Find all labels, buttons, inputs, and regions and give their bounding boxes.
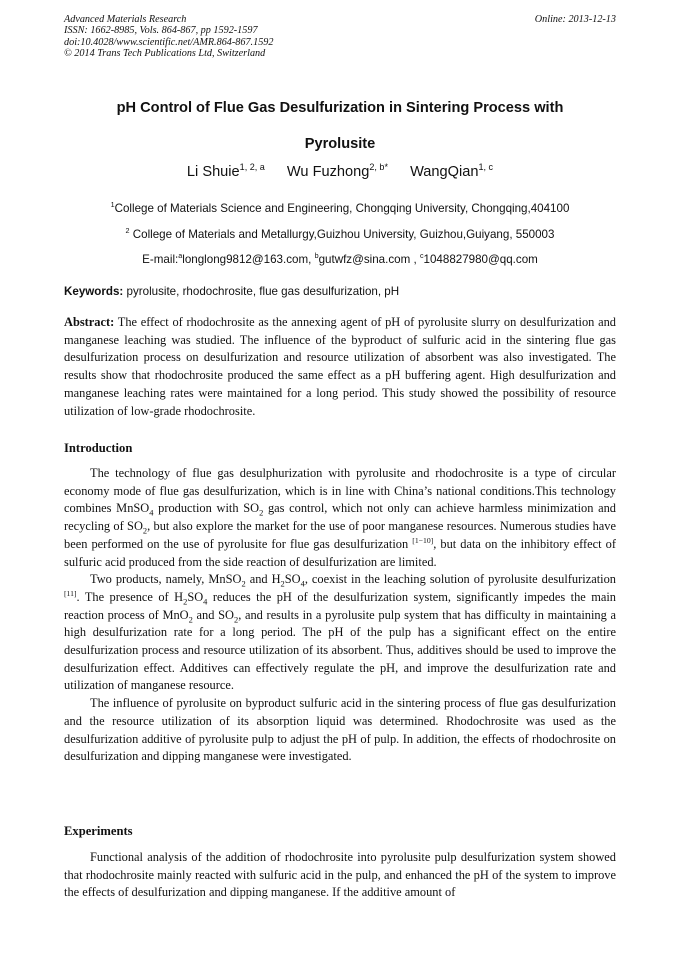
author [187,164,265,180]
journal-name: Advanced Materials Research [64,14,187,25]
author-superscript: 1, 2, a [239,162,265,173]
paper-title-line-2: Pyrolusite [304,136,376,152]
email-a-superscript: a [178,251,183,261]
text-run: SO [187,589,204,604]
keywords [64,285,616,298]
introduction-heading: Introduction [64,441,133,455]
text-run: production with SO [153,501,260,516]
text-run: , coexist in the leaching solution of pyrolusite desulfurization [304,572,616,587]
author-list [64,164,616,180]
paragraph: The influence of pyrolusite on byproduct sulfuric acid in the sintering process of flue gas desulfurization and the resource utilization of its absorption liquid was determined. Rhodochrosite was used as the desulfurization additive of pyrolusite pulp to adjust the pH of pulp. In addition, the effects of rhodochrosite on desulfurization and dipping manganese were investigated. [64,696,616,764]
author [410,164,493,180]
author-superscript: 1, c [478,162,494,173]
journal-copyright: © 2014 Trans Tech Publications Ltd, Switzerland [64,47,266,59]
text-run: , but data on the inhibitory effect of sulfuric acid produced from the side reaction of desulfurization are limited. [64,536,616,569]
author-name: WangQian [410,164,479,180]
paper-title-line-1: pH Control of Flue Gas Desulfurization in Sintering Process with [116,100,564,116]
subscript: 4 [300,578,305,589]
email-c-superscript: c [419,251,424,261]
email-label: E-mail: [142,253,179,266]
affiliation-1-text: College of Materials Science and Engineering, Chongqing University, Chongqing,404100 [114,202,570,215]
affiliation-2-text: College of Materials and Metallurgy,Guizhou University, Guizhou,Guiyang, 550003 [132,228,555,241]
subscript: 2 [188,614,193,625]
abstract-label: Abstract: [64,315,115,329]
citation: [1−10] [412,535,434,545]
affiliation-1-superscript: 1 [110,200,115,210]
journal-issn: ISSN: 1662-8985, Vols. 864-867, pp 1592-1597 [64,25,258,37]
subscript: 2 [259,507,264,518]
paper-title [64,90,616,162]
email-b: gutwfz@sina.com , [318,253,417,266]
subscript: 2 [233,614,239,625]
text-run: SO [284,572,301,587]
affiliation-1 [64,202,616,215]
experiments-body [64,849,616,902]
paragraph [64,571,616,695]
subscript: 4 [203,596,208,607]
keywords-text: pyrolusite, rhodochrosite, flue gas desulfurization, pH [126,285,400,298]
abstract [64,314,616,420]
affiliation-2-superscript: 2 [125,226,130,236]
text-run: , but also explore the market for the use of poor manganese resources. Numerous studies have been performed on the use of pyrolusite for flue gas desulfurization [64,519,616,551]
subscript: 2 [241,578,246,589]
experiments-heading: Experiments [64,824,133,838]
author-name: Wu Fuzhong [286,164,370,180]
email-c: 1048827980@qq.com [423,253,538,266]
abstract-text: The effect of rhodochrosite as the annexing agent of pH of pyrolusite slurry on desulfurization and manganese leaching was studied. The influence of the byproduct of sulfuric acid in the sintering flue gas desulfurization process on desulfurization and resource utilization of absorbent was also investigated. The results show that rhodochrosite produced the same effect as a pH buffering agent. High desulfurization and manganese leaching rates were maintained for a long period. This study showed the possibility of resource utilization of low-grade rhodochrosite. [64,315,616,418]
paragraph [64,465,616,571]
introduction-body [64,465,616,766]
text-run: reduces the pH of the desulfurization system, significantly impedes the main reaction process of MnO [64,589,616,622]
keywords-label: Keywords: [64,285,124,298]
subscript: 2 [142,525,148,536]
text-run: gas control, which not only can achieve harmless minimization and recycling of SO [64,501,617,534]
affiliation-2 [64,228,616,241]
email-b-superscript: b [314,251,319,261]
email-a: longlong9812@163.com, [182,253,312,266]
email-line [64,253,616,266]
subscript: 4 [149,507,154,518]
paragraph: Functional analysis of the addition of rhodochrosite into pyrolusite pulp desulfurization system showed that rhodochrosite mainly reacted with sulfuric acid in the pulp, and enhanced the pH of the system to improve the effects of desulfurization and dipping manganese. If the additive amount of [64,850,616,900]
text-run: . The presence of H [76,589,184,604]
subscript: 2 [280,578,285,589]
text-run: Two products, namely, MnSO [90,572,242,587]
author-name: Li Shuie [186,164,240,180]
author [287,164,388,180]
text-run: , and results in a pyrolusite pulp system that has difficulty in maintaining a high desulfurization rate for a long period. The pH of the pulp has a significant effect on the entire desulfurization process and resource utilization of its absorbent. Thus, additives should be used to improve the desulfurization effect. Additives can effectively regulate the pH, and improve the desulfurization rate and utilization of manganese resource. [64,607,616,693]
journal-doi: doi:10.4028/www.scientific.net/AMR.864-867.1592 [64,36,274,48]
online-date: Online: 2013-12-13 [534,14,616,25]
subscript: 2 [183,596,188,607]
citation: [11] [64,588,77,598]
text-run: and SO [192,607,234,622]
text-run: and H [245,572,281,587]
journal-header [64,14,616,59]
text-run: The technology of flue gas desulphurization with pyrolusite and rhodochrosite is a type of circular economy mode of flue gas desulfurization, which is in line with China’s national conditions.This technology combines MnSO [64,466,616,516]
author-superscript: 2, b* [369,162,388,173]
